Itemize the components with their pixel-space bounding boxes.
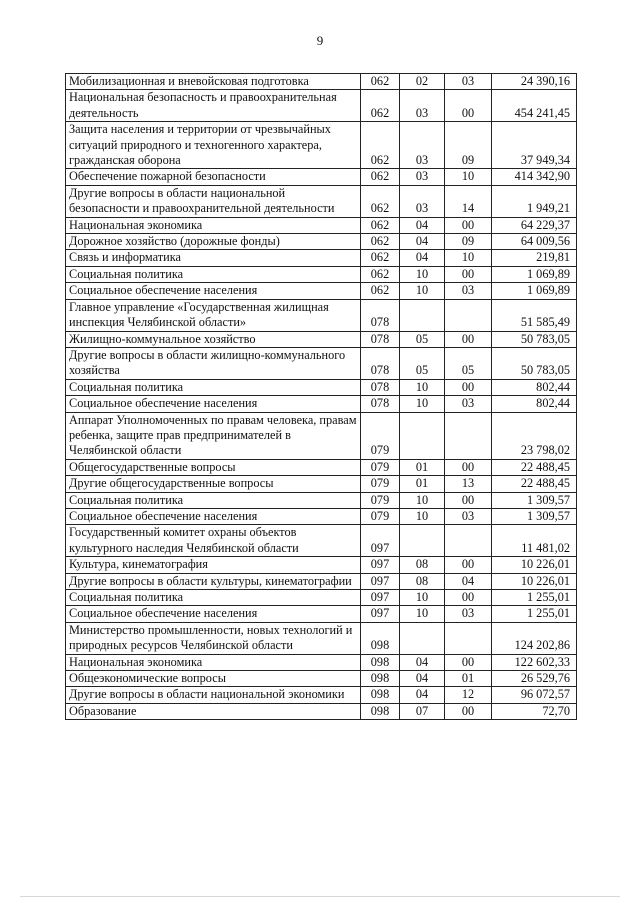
row-subsection-code: 01 (445, 671, 492, 687)
row-ministry-code: 078 (361, 299, 400, 331)
row-subsection-code: 00 (445, 590, 492, 606)
row-amount: 11 481,02 (492, 525, 577, 557)
row-ministry-code: 062 (361, 250, 400, 266)
row-section-code: 10 (400, 492, 445, 508)
row-ministry-code: 062 (361, 234, 400, 250)
table-row (66, 347, 577, 379)
table-row (66, 525, 577, 557)
table-row (66, 476, 577, 492)
row-section-code: 01 (400, 476, 445, 492)
row-section-code (400, 525, 445, 557)
row-ministry-code: 079 (361, 476, 400, 492)
row-ministry-code: 078 (361, 379, 400, 395)
row-name: Социальное обеспечение населения (66, 508, 361, 524)
row-section-code: 08 (400, 557, 445, 573)
row-amount: 122 602,33 (492, 654, 577, 670)
row-subsection-code: 00 (445, 379, 492, 395)
table-row (66, 266, 577, 282)
row-section-code: 03 (400, 169, 445, 185)
row-section-code: 01 (400, 459, 445, 475)
row-name: Национальная экономика (66, 654, 361, 670)
row-subsection-code: 03 (445, 606, 492, 622)
row-ministry-code: 062 (361, 169, 400, 185)
table-row (66, 606, 577, 622)
row-name: Государственный комитет охраны объектов культурного наследия Челябинской области (66, 525, 361, 557)
row-amount: 219,81 (492, 250, 577, 266)
table-row (66, 217, 577, 233)
row-ministry-code: 062 (361, 185, 400, 217)
table-row (66, 250, 577, 266)
row-amount: 23 798,02 (492, 412, 577, 459)
row-amount: 1 309,57 (492, 492, 577, 508)
row-subsection-code: 04 (445, 573, 492, 589)
row-subsection-code: 10 (445, 169, 492, 185)
row-ministry-code: 098 (361, 622, 400, 654)
row-section-code: 08 (400, 573, 445, 589)
row-amount: 22 488,45 (492, 476, 577, 492)
row-section-code: 10 (400, 590, 445, 606)
row-ministry-code: 079 (361, 459, 400, 475)
row-subsection-code: 03 (445, 74, 492, 90)
row-subsection-code (445, 299, 492, 331)
row-name: Социальное обеспечение населения (66, 283, 361, 299)
row-subsection-code (445, 525, 492, 557)
row-name: Связь и информатика (66, 250, 361, 266)
row-name: Социальное обеспечение населения (66, 396, 361, 412)
row-amount: 10 226,01 (492, 557, 577, 573)
row-section-code: 02 (400, 74, 445, 90)
row-name: Национальная экономика (66, 217, 361, 233)
row-name: Министерство промышленности, новых технологий и природных ресурсов Челябинской области (66, 622, 361, 654)
budget-table (65, 73, 577, 720)
page-edge-line (20, 896, 620, 897)
row-ministry-code: 098 (361, 703, 400, 719)
row-amount: 1 069,89 (492, 283, 577, 299)
row-ministry-code: 098 (361, 687, 400, 703)
table-row (66, 283, 577, 299)
row-section-code (400, 622, 445, 654)
row-ministry-code: 062 (361, 90, 400, 122)
row-subsection-code: 00 (445, 459, 492, 475)
row-amount: 72,70 (492, 703, 577, 719)
row-subsection-code: 00 (445, 266, 492, 282)
row-section-code: 10 (400, 379, 445, 395)
row-section-code (400, 299, 445, 331)
row-ministry-code: 097 (361, 573, 400, 589)
row-name: Защита населения и территории от чрезвычайных ситуаций природного и техногенного характера, гражданская оборона (66, 122, 361, 169)
table-row (66, 508, 577, 524)
row-ministry-code: 079 (361, 412, 400, 459)
row-ministry-code: 079 (361, 508, 400, 524)
table-row (66, 557, 577, 573)
row-name: Аппарат Уполномоченных по правам человека, правам ребенка, защите прав предпринимателей в Челябинской области (66, 412, 361, 459)
row-name: Жилищно-коммунальное хозяйство (66, 331, 361, 347)
row-subsection-code: 03 (445, 508, 492, 524)
table-row (66, 622, 577, 654)
row-name: Главное управление «Государственная жилищная инспекция Челябинской области» (66, 299, 361, 331)
row-subsection-code: 12 (445, 687, 492, 703)
row-name: Другие общегосударственные вопросы (66, 476, 361, 492)
row-amount: 37 949,34 (492, 122, 577, 169)
table-row (66, 185, 577, 217)
row-subsection-code (445, 412, 492, 459)
row-subsection-code: 10 (445, 250, 492, 266)
row-ministry-code: 062 (361, 217, 400, 233)
table-row (66, 671, 577, 687)
row-subsection-code: 00 (445, 492, 492, 508)
table-row (66, 687, 577, 703)
table-row (66, 412, 577, 459)
row-section-code: 04 (400, 234, 445, 250)
row-subsection-code: 03 (445, 396, 492, 412)
row-amount: 1 255,01 (492, 590, 577, 606)
row-section-code: 04 (400, 654, 445, 670)
row-subsection-code: 14 (445, 185, 492, 217)
row-amount: 96 072,57 (492, 687, 577, 703)
row-section-code: 07 (400, 703, 445, 719)
row-ministry-code: 097 (361, 606, 400, 622)
row-name: Обеспечение пожарной безопасности (66, 169, 361, 185)
row-name: Другие вопросы в области культуры, кинематографии (66, 573, 361, 589)
row-ministry-code: 078 (361, 396, 400, 412)
budget-table-body (66, 74, 577, 720)
table-row (66, 590, 577, 606)
row-section-code: 04 (400, 217, 445, 233)
row-amount: 1 309,57 (492, 508, 577, 524)
row-ministry-code: 079 (361, 492, 400, 508)
row-amount: 10 226,01 (492, 573, 577, 589)
table-row (66, 299, 577, 331)
table-row (66, 234, 577, 250)
row-name: Общегосударственные вопросы (66, 459, 361, 475)
row-name: Другие вопросы в области национальной безопасности и правоохранительной деятельности (66, 185, 361, 217)
row-name: Национальная безопасность и правоохранительная деятельность (66, 90, 361, 122)
row-amount: 50 783,05 (492, 347, 577, 379)
row-name: Образование (66, 703, 361, 719)
row-name: Социальная политика (66, 266, 361, 282)
page-number: 9 (316, 33, 324, 48)
row-name: Культура, кинематография (66, 557, 361, 573)
row-ministry-code: 078 (361, 347, 400, 379)
row-name: Другие вопросы в области национальной экономики (66, 687, 361, 703)
table-row (66, 74, 577, 90)
table-row (66, 703, 577, 719)
row-amount: 64 009,56 (492, 234, 577, 250)
row-name: Социальная политика (66, 492, 361, 508)
row-name: Социальная политика (66, 379, 361, 395)
row-ministry-code: 097 (361, 590, 400, 606)
row-amount: 50 783,05 (492, 331, 577, 347)
row-amount: 414 342,90 (492, 169, 577, 185)
row-ministry-code: 097 (361, 525, 400, 557)
row-subsection-code: 00 (445, 654, 492, 670)
table-row (66, 331, 577, 347)
row-subsection-code: 00 (445, 557, 492, 573)
row-name: Дорожное хозяйство (дорожные фонды) (66, 234, 361, 250)
row-section-code: 03 (400, 90, 445, 122)
row-subsection-code: 00 (445, 217, 492, 233)
row-subsection-code: 00 (445, 331, 492, 347)
row-section-code: 05 (400, 347, 445, 379)
table-row (66, 459, 577, 475)
row-name: Другие вопросы в области жилищно-коммунального хозяйства (66, 347, 361, 379)
table-row (66, 169, 577, 185)
row-name: Общеэкономические вопросы (66, 671, 361, 687)
row-subsection-code: 03 (445, 283, 492, 299)
row-ministry-code: 097 (361, 557, 400, 573)
row-amount: 1 255,01 (492, 606, 577, 622)
row-section-code: 10 (400, 606, 445, 622)
row-amount: 22 488,45 (492, 459, 577, 475)
row-section-code: 10 (400, 508, 445, 524)
row-name: Мобилизационная и вневойсковая подготовка (66, 74, 361, 90)
row-section-code: 04 (400, 671, 445, 687)
row-section-code: 04 (400, 250, 445, 266)
row-section-code: 03 (400, 122, 445, 169)
row-ministry-code: 062 (361, 266, 400, 282)
row-amount: 1 949,21 (492, 185, 577, 217)
row-subsection-code: 09 (445, 122, 492, 169)
row-amount: 64 229,37 (492, 217, 577, 233)
row-subsection-code: 05 (445, 347, 492, 379)
row-amount: 26 529,76 (492, 671, 577, 687)
row-amount: 124 202,86 (492, 622, 577, 654)
row-section-code: 04 (400, 687, 445, 703)
row-subsection-code: 09 (445, 234, 492, 250)
row-ministry-code: 098 (361, 654, 400, 670)
row-name: Социальная политика (66, 590, 361, 606)
row-ministry-code: 062 (361, 283, 400, 299)
table-row (66, 396, 577, 412)
row-amount: 51 585,49 (492, 299, 577, 331)
row-amount: 1 069,89 (492, 266, 577, 282)
table-row (66, 122, 577, 169)
row-ministry-code: 098 (361, 671, 400, 687)
row-subsection-code (445, 622, 492, 654)
table-row (66, 654, 577, 670)
row-ministry-code: 078 (361, 331, 400, 347)
table-row (66, 492, 577, 508)
row-amount: 802,44 (492, 379, 577, 395)
table-row (66, 90, 577, 122)
row-section-code: 10 (400, 396, 445, 412)
row-section-code: 10 (400, 266, 445, 282)
row-amount: 24 390,16 (492, 74, 577, 90)
row-subsection-code: 00 (445, 90, 492, 122)
table-row (66, 379, 577, 395)
row-subsection-code: 13 (445, 476, 492, 492)
row-section-code: 10 (400, 283, 445, 299)
row-ministry-code: 062 (361, 74, 400, 90)
row-section-code: 05 (400, 331, 445, 347)
row-name: Социальное обеспечение населения (66, 606, 361, 622)
table-row (66, 573, 577, 589)
row-subsection-code: 00 (445, 703, 492, 719)
row-section-code (400, 412, 445, 459)
row-ministry-code: 062 (361, 122, 400, 169)
row-amount: 454 241,45 (492, 90, 577, 122)
row-amount: 802,44 (492, 396, 577, 412)
row-section-code: 03 (400, 185, 445, 217)
